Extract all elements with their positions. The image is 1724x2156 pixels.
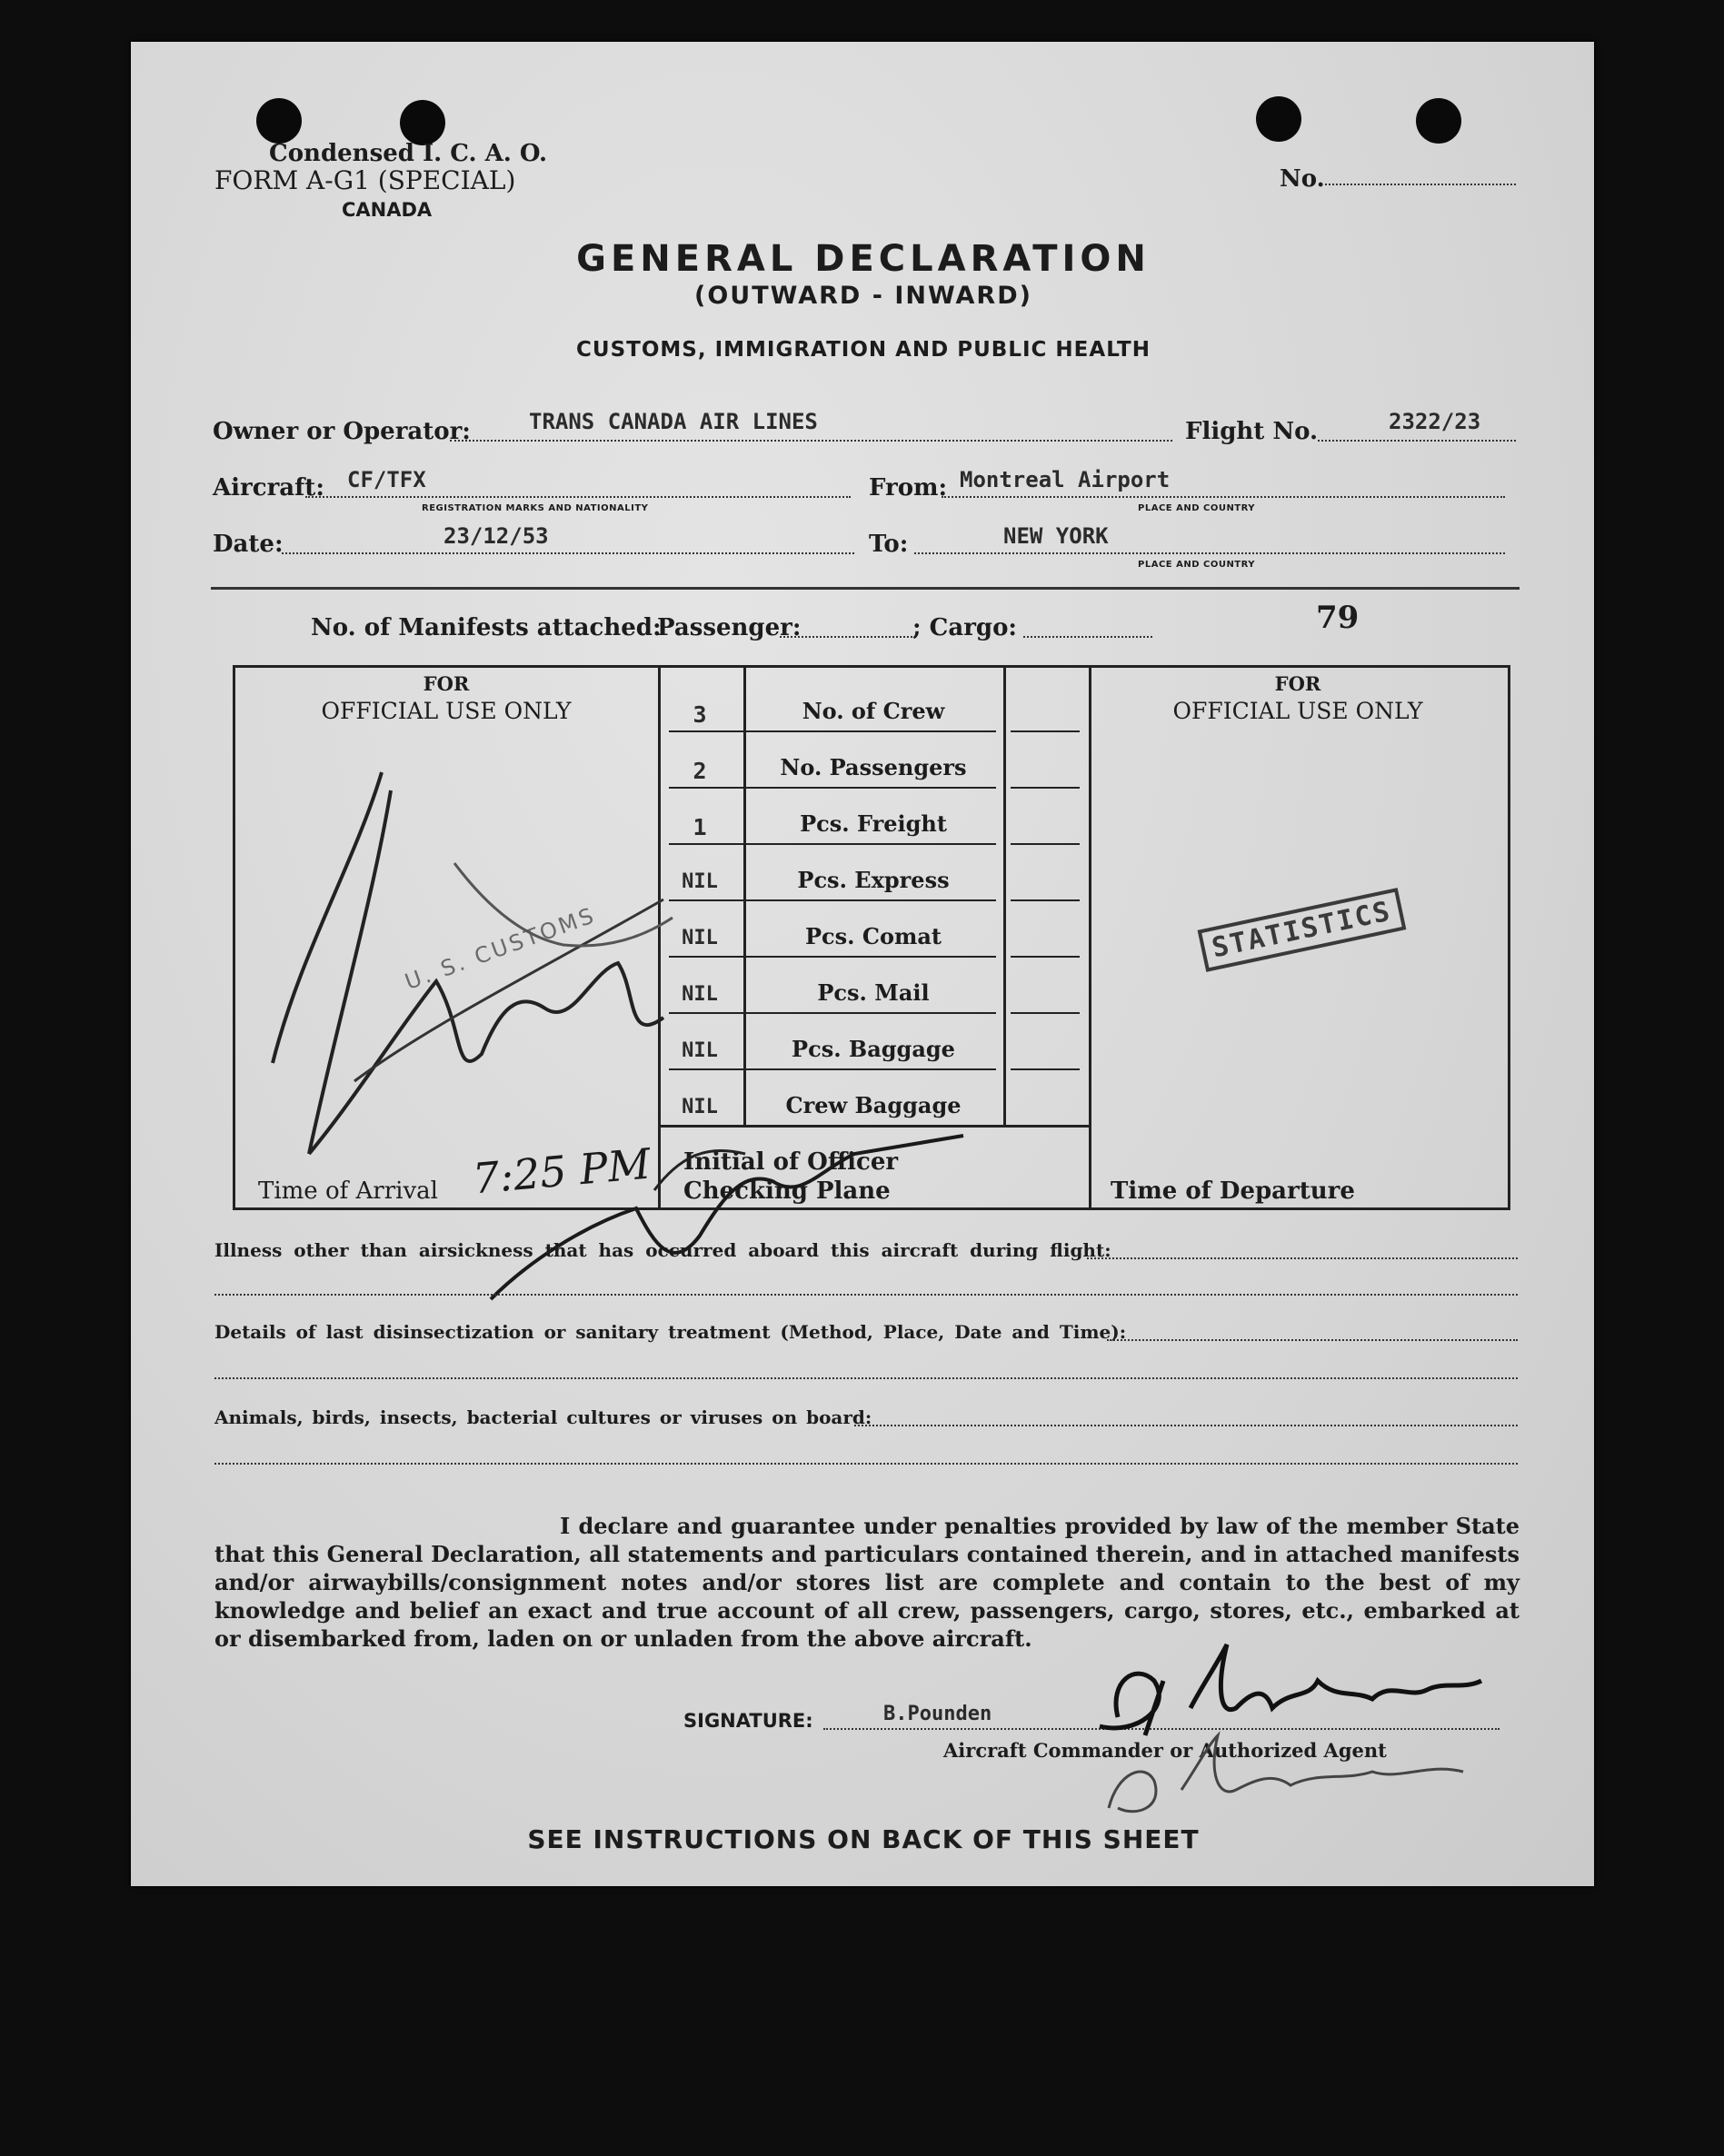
cargo-manifest-label: ; Cargo: [912,614,1018,641]
time-of-arrival-value[interactable]: 7:25 PM [471,1138,653,1204]
animals-label: Animals, birds, insects, bacterial cultures or viruses on board: [214,1406,872,1428]
row-stub-7 [1011,1068,1080,1070]
form-line-2: FORM A-G1 (SPECIAL) [214,165,516,195]
row-stub-5 [1011,956,1080,958]
form-line-3: CANADA [342,199,433,221]
owner-line [450,440,1172,442]
punch-hole-right-1 [1256,96,1301,142]
to-label: To: [869,531,909,558]
crew-baggage-count[interactable]: NIL [682,1096,718,1118]
signature-caption: Aircraft Commander or Authorized Agent [943,1739,1387,1762]
from-label: From: [869,474,948,502]
from-value[interactable]: Montreal Airport [960,467,1171,492]
footer-instructions: SEE INSTRUCTIONS ON BACK OF THIS SHEET [527,1824,1200,1854]
left-header: OFFICIAL USE ONLY [321,698,572,724]
customs-stamp: U. S. CUSTOMS [401,901,600,996]
crew-count[interactable]: 3 [693,701,707,728]
row-line-1 [669,730,996,732]
officer-label-1: Initial of Officer [683,1148,899,1176]
cargo-manifest-line [1023,636,1152,638]
table-divider-3 [1003,665,1006,1127]
flight-label: Flight No. [1185,418,1319,445]
comat-count[interactable]: NIL [682,927,718,949]
punch-hole-left-2 [400,100,445,145]
officer-initial-scrawl [473,1118,982,1317]
crew-baggage-label: Crew Baggage [785,1092,962,1118]
flight-value[interactable]: 2322/23 [1389,409,1481,434]
row-stub-3 [1011,843,1080,845]
baggage-label: Pcs. Baggage [792,1036,955,1062]
manifests-label: No. of Manifests attached: [311,614,662,641]
manifest-number[interactable]: 79 [1316,600,1360,636]
aircraft-value[interactable]: CF/TFX [347,467,426,492]
aircraft-line [305,496,851,498]
baggage-count[interactable]: NIL [682,1039,718,1062]
animals-line-1 [854,1425,1518,1426]
row-stub-6 [1011,1012,1080,1014]
passenger-manifest-line [780,636,916,638]
date-line [282,552,854,554]
mail-label: Pcs. Mail [817,979,930,1006]
signature-typed-name: B.Pounden [883,1703,992,1725]
form-line-1: Condensed I. C. A. O. [269,140,548,167]
freight-count[interactable]: 1 [693,814,707,840]
signature-label: SIGNATURE: [683,1710,813,1732]
handwritten-signature[interactable] [1081,1626,1500,1826]
disinsectization-label: Details of last disinsectization or sanitary treatment (Method, Place, Date and Time): [214,1321,1127,1343]
freight-label: Pcs. Freight [800,810,947,837]
owner-label: Owner or Operator: [213,418,471,445]
aircraft-label: Aircraft: [213,474,324,502]
disinsectization-line-1 [1107,1339,1518,1341]
illness-line-1 [1087,1257,1518,1259]
to-caption: PLACE AND COUNTRY [1138,560,1256,570]
express-label: Pcs. Express [797,867,950,893]
date-label: Date: [213,531,284,558]
officer-label-2: Checking Plane [683,1177,891,1205]
punch-hole-right-2 [1416,98,1461,144]
aircraft-caption: REGISTRATION MARKS AND NATIONALITY [422,503,649,513]
punch-hole-left-1 [256,98,302,144]
date-value[interactable]: 23/12/53 [443,523,549,549]
disinsectization-line-2 [214,1377,1518,1379]
declaration-paragraph: I declare and guarantee under penalties provided by law of the member State that this General Declaration, all statements and particulars contained therein, and in attached manifests and/or airwaybills/consignment notes and/or stores list are complete and contain to the best of my knowledge and belief an exact and true account of all crew, passengers, cargo, stores, etc., embarked at or disembarked from, laden on or unladen from the above aircraft. [214,1513,1520,1652]
crew-label: No. of Crew [802,698,945,724]
express-count[interactable]: NIL [682,870,718,893]
time-of-arrival-label: Time of Arrival [258,1177,438,1205]
form-no-line [1325,184,1516,185]
passengers-label: No. Passengers [780,754,967,780]
illness-label: Illness other than airsickness that has occurred aboard this aircraft during flight: [214,1239,1111,1261]
row-stub-4 [1011,899,1080,901]
from-caption: PLACE AND COUNTRY [1138,503,1256,513]
agencies-line: CUSTOMS, IMMIGRATION AND PUBLIC HEALTH [576,338,1151,362]
passenger-count[interactable]: 2 [693,758,707,784]
illness-line-2 [214,1294,1518,1296]
from-line [942,496,1505,498]
left-header-small: FOR [423,672,470,695]
right-header-small: FOR [1274,672,1321,695]
comat-label: Pcs. Comat [804,923,942,949]
page-subtitle: (OUTWARD - INWARD) [694,282,1032,310]
page-title: GENERAL DECLARATION [576,238,1151,280]
to-line [914,552,1505,554]
time-of-departure-label: Time of Departure [1111,1177,1355,1205]
animals-line-2 [214,1463,1518,1465]
owner-value[interactable]: TRANS CANADA AIR LINES [529,409,818,434]
right-header: OFFICIAL USE ONLY [1172,698,1423,724]
form-no-label: No. [1280,165,1325,193]
passenger-manifest-label: Passenger: [657,614,802,641]
mail-count[interactable]: NIL [682,983,718,1006]
flight-line [1318,440,1516,442]
row-stub-1 [1011,730,1080,732]
row-stub-2 [1011,787,1080,789]
header-divider [211,587,1520,590]
statistics-stamp: STATISTICS [1198,888,1406,972]
to-value[interactable]: NEW YORK [1003,523,1109,549]
